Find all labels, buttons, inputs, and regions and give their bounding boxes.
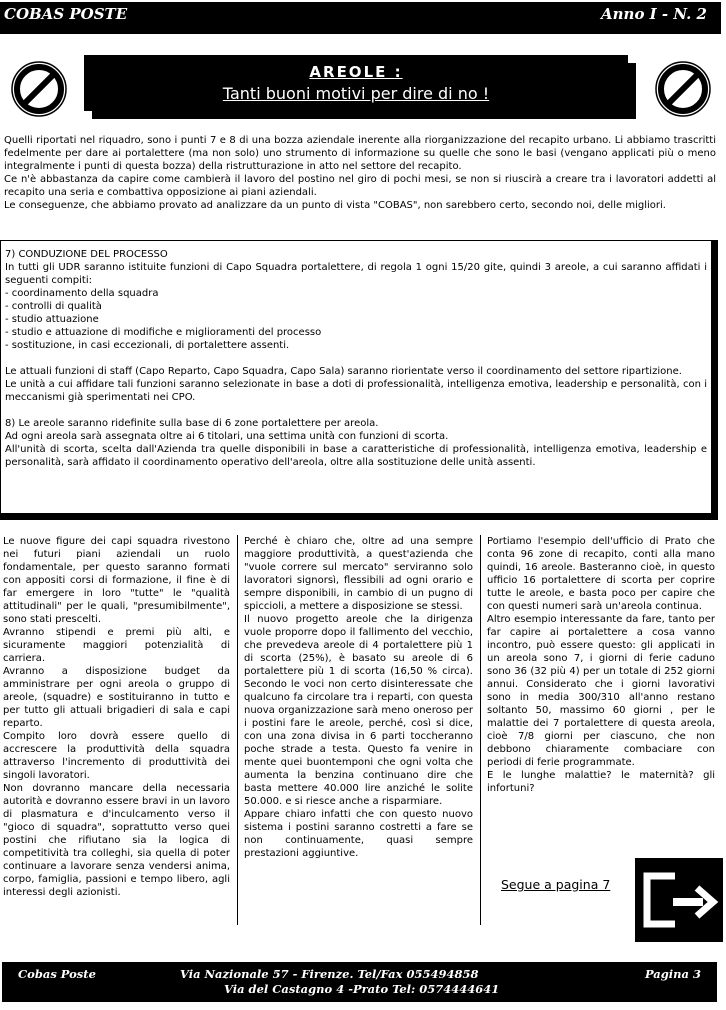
intro-paragraph: Ce n'è abbastanza da capire come cambierà il lavoro del postino nel giro di pochi mesi, se non si riuscirà a creare tra i lavoratori addetti al recapito una seria e combattiva opposizione ai piani aziendali. <box>4 174 716 198</box>
quote-line <box>5 352 707 365</box>
header-bar <box>0 2 721 34</box>
column-paragraph: Portiamo l'esempio dell'ufficio di Prato che conta 96 zone di recapito, conti alla mano quindi, 16 areole. Basteranno cioè, in questo ufficio 16 portalettere di scorta per coprire tutte le areole, e basta poco per capire che con questi numeri sarà un'areola continua. <box>487 536 715 612</box>
column-paragraph: Avranno a disposizione budget da amministrare per ogni areola o gruppo di areole, (squadre) e sostituiranno in tutto e per tutto gli attuali brigadieri di sala e capi reparto. <box>3 666 230 729</box>
quote-line: 7) CONDUZIONE DEL PROCESSO <box>5 249 168 260</box>
footer-address-firenze: Via Nazionale 57 - Firenze. Tel/Fax 055494858 <box>180 967 479 981</box>
quote-box <box>0 240 718 520</box>
quote-line: All'unità di scorta, scelta dall'Azienda tra quelle disponibili in base a caratteristiche di professionalità, intelligenza emotiva, leadership e personalità, sarà affidato il coordinamento operativo dell'areola, oltre alla sostituzione delle unità assenti. <box>5 444 707 468</box>
column-paragraph: Avranno stipendi e premi più alti, e sicuramente maggiori potenzialità di carriera. <box>3 627 230 664</box>
column-paragraph: Appare chiaro infatti che con questo nuovo sistema i postini saranno costretti a fare se non continuamente, quasi sempre prestazioni aggiuntive. <box>244 809 473 859</box>
column-paragraph: Le nuove figure dei capi squadra rivestono nei futuri piani aziendali un ruolo fondamentale, per questo saranno formati con appositi corsi di formazione, il fine è di far emergere in loro "tutte" le "qualità attitudinali" per le quali, "presumibilmente", sono stati prescelti. <box>3 536 230 625</box>
headline-panel <box>84 55 628 111</box>
exit-door-graphic <box>635 858 723 942</box>
publication-name: COBAS POSTE <box>4 5 128 23</box>
column-paragraph: Altro esempio interessante da fare, tanto per far capire ai portalettere a cosa vanno incontro, può essere questo: gli applicati in un areola sono 7, i giorni di ferie caduno sono 36 (32 più 4) per un totale di 252 giorni annui. Considerato che i giorni lavorativi sono in media 300/310 all'anno restano soltanto 50, massimo 60 giorni , per le malattie dei 7 portalettere di questa areola, cioè 7/8 giorni per ciascuno, che non debbono chiaramente combaciare con periodi di ferie programmate. <box>487 614 715 768</box>
prohibition-icon <box>653 59 713 119</box>
quote-line: Le unità a cui affidare tali funzioni saranno selezionate in base a doti di professionalità, intelligenza emotiva, leadership e personalità, con i meccanismi già sperimentati nei CPO. <box>5 379 707 403</box>
headline-subtitle: Tanti buoni motivi per dire di no ! <box>222 84 490 103</box>
headline-title: AREOLE : <box>309 63 403 81</box>
intro-text <box>4 134 716 212</box>
footer-publication: Cobas Poste <box>18 967 96 981</box>
intro-paragraph: Quelli riportati nel riquadro, sono i punti 7 e 8 di una bozza aziendale inerente alla riorganizzazione del recapito urbano. Li abbiamo trascritti fedelmente per dare ai portalettere (ma non solo) uno strumento di informazione su quelle che sono le basi (vengano applicati più o meno integralmente i punti di questa bozza) della ristrutturazione in atto nel settore del recapito. <box>4 135 716 172</box>
column-1 <box>3 535 230 899</box>
exit-door-icon[interactable] <box>635 858 723 942</box>
quote-line: - coordinamento della squadra <box>5 288 159 299</box>
column-paragraph: Non dovranno mancare della necessaria autorità e dovranno essere bravi in un lavoro di plasmatura e d'inculcamento verso il "gioco di squadra", soprattutto verso quei postini che rifiutano sia la logica di competitività tra colleghi, sia quella di poter continuare a lavorare senza vendersi anima, corpo, famiglia, passioni e tempo libero, agli interessi degli azionisti. <box>3 783 230 898</box>
quote-line: - sostituzione, in casi eccezionali, di portalettere assenti. <box>5 340 290 351</box>
quote-line <box>5 404 707 417</box>
quote-box-content <box>0 240 712 514</box>
quote-line: - studio attuazione <box>5 314 99 325</box>
intro-paragraph: Le conseguenze, che abbiamo provato ad analizzare da un punto di vista "COBAS", non sarebbero certo, secondo noi, delle migliori. <box>4 200 666 211</box>
quote-line: In tutti gli UDR saranno istituite funzioni di Capo Squadra portalettere, di regola 1 ogni 15/20 gite, quindi 3 areole, a cui saranno affidati i seguenti compiti: <box>5 262 707 286</box>
headline-box <box>84 55 636 119</box>
quote-line: - controlli di qualità <box>5 301 102 312</box>
column-paragraph: Perché è chiaro che, oltre ad una sempre maggiore produttività, a quest'azienda che "vuole correre sul mercato" serviranno solo lavoratori signorsì, flessibili ad ogni orario e sempre disponibili, in cambio di un pugno di spiccioli, a mettere a disposizione se stessi. <box>244 536 473 612</box>
column-paragraph: E le lunghe malattie? le maternità? gli infortuni? <box>487 770 715 794</box>
footer-bar <box>2 962 717 1002</box>
quote-line: - studio e attuazione di modifiche e miglioramenti del processo <box>5 327 322 338</box>
issue-number: Anno I - N. 2 <box>601 5 707 23</box>
column-3 <box>487 535 715 795</box>
quote-line: Ad ogni areola sarà assegnata oltre ai 6 titolari, una settima unità con funzioni di scorta. <box>5 431 449 442</box>
prohibition-icon <box>9 59 69 119</box>
quote-line: Le attuali funzioni di staff (Capo Reparto, Capo Squadra, Capo Sala) saranno riorientate verso il coordinamento del settore ripartizione. <box>5 366 682 377</box>
continue-link[interactable]: Segue a pagina 7 <box>501 877 611 892</box>
footer-address-prato: Via del Castagno 4 -Prato Tel: 0574444641 <box>224 982 500 996</box>
column-divider <box>237 535 238 925</box>
page-number: Pagina 3 <box>644 967 701 981</box>
column-paragraph: Il nuovo progetto areole che la dirigenza vuole proporre dopo il fallimento del vecchio, che prevedeva areole di 4 portalettere più 1 di scorta (25%), è basato su areole di 6 portalettere più 1 di scorta (16,50 % circa). Secondo le voci non certo disinteressate che qualcuno fa circolare tra i reparti, con questa nuova organizzazione sarà meno oneroso per i postini fare le areole, perché, così si dice, con una zona divisa in 6 parti toccheranno poche strade a testa. Questo fa venire in mente quei buontemponi che ogni volta che aumenta la benzina continuano dire che basta mettere 40.000 lire anziché le solite 50.000. e si riesce anche a risparmiare. <box>244 614 473 807</box>
column-2 <box>244 535 473 860</box>
column-paragraph: Compito loro dovrà essere quello di accrescere la produttività della squadra attraverso l'incremento di produttività dei singoli lavoratori. <box>3 731 230 781</box>
column-divider <box>480 535 481 925</box>
quote-line: 8) Le areole saranno ridefinite sulla base di 6 zone portalettere per areola. <box>5 418 379 429</box>
